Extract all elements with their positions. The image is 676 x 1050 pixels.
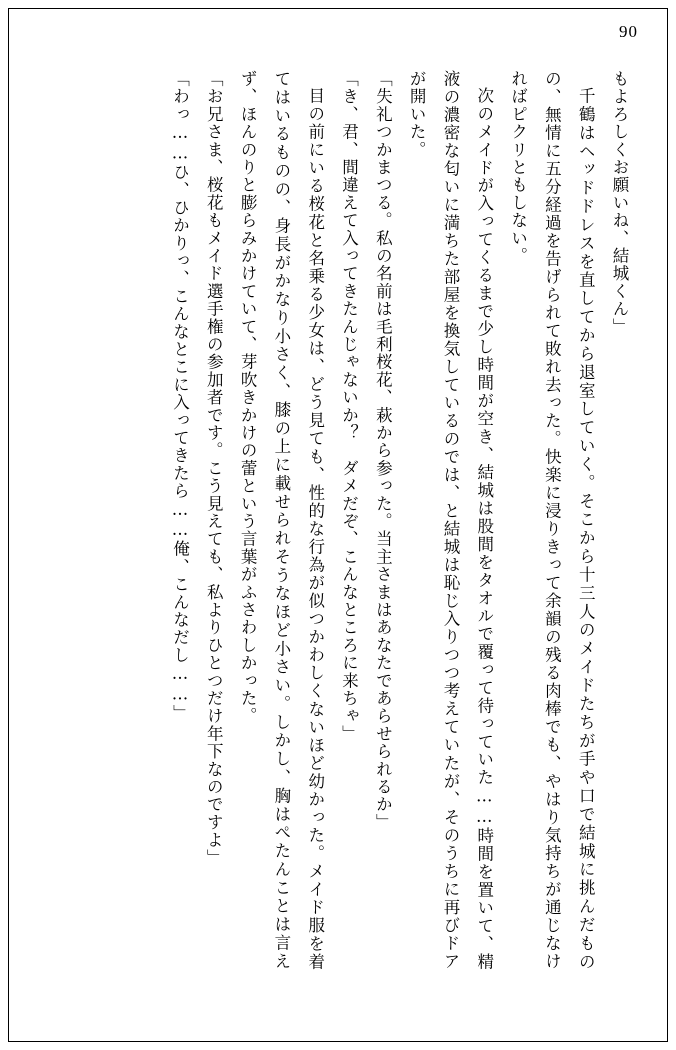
page-body-text <box>40 70 636 970</box>
paragraph: 「き、君、間違えて入ってきたんじゃないか？ ダメだぞ、こんなところに来ちゃ」 <box>339 70 359 743</box>
paragraph: 「失礼つかまつる。私の名前は毛利桜花、萩から参った。当主さまはあなたであらせられるか」 <box>373 70 393 832</box>
paragraph: 「わっ……ひ、ひかりっ、こんなとこに入ってきたら……俺、こんなだし……」 <box>170 70 190 723</box>
paragraph: 次のメイドが入ってくるまで少し時間が空き、結城は股間をタオルで覆って待っていた……時間を置いて、精液の濃密な匂いに満ちた部屋を換気しているのでは、と結城は恥じ入りつつ考えていたが、そのうちに再びドアが開いた。 <box>407 70 494 970</box>
paragraph: もよろしくお願いね、結城くん」 <box>610 70 629 336</box>
page-number: 90 <box>619 22 638 41</box>
paragraph: 千鶴はヘッドドレスを直してから退室していく。そこから十三人のメイドたちが手や口で結城に挑んだものの、無情に五分経過を告げられて敗れ去った。快楽に浸りきって余韻の残る肉棒でも、やはり気持ちが通じなければピクリともしない。 <box>508 70 596 970</box>
paragraph: 「お兄さま、桜花もメイド選手権の参加者です。こう見えても、私よりひとつだけ年下なのですよ」 <box>204 70 224 867</box>
paragraph: 目の前にいる桜花と名乗る少女は、どう見ても、性的な行為が似つかわしくないほど幼かった。メイド服を着てはいるものの、身長がかなり小さく、膝の上に載せられそうなほど小さい。しかし、胸はぺたんことは言えず、ほんのりと膨らみかけていて、芽吹きかけの蕾という言葉がふさわしかった。 <box>238 70 325 970</box>
